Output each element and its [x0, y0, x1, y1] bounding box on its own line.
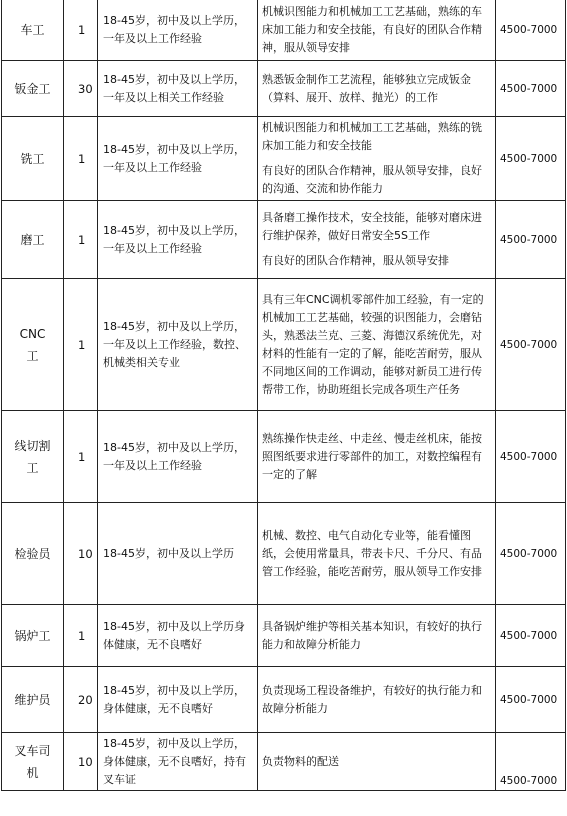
position-name-cell: 铣工: [2, 117, 64, 201]
position-name-cell: 检验员: [2, 503, 64, 605]
requirements-cell: [98, 411, 258, 503]
position-name-cell: 叉车司机: [2, 733, 64, 791]
headcount-cell: 30: [64, 61, 98, 117]
requirement-text: 一年及以上工作经验，数控、机械类相关专业: [103, 337, 246, 369]
table-row: [2, 61, 566, 117]
requirement-text: 18-45岁，初中及以上学历，: [103, 736, 245, 750]
headcount-cell: 1: [64, 279, 98, 411]
requirements-cell: [98, 279, 258, 411]
duties-cell: [258, 733, 496, 791]
duties-cell: [258, 503, 496, 605]
requirements-cell: [98, 0, 258, 61]
requirement-text: 18-45岁，初中及以上学历，: [103, 142, 245, 156]
duties-cell: [258, 0, 496, 61]
requirements-cell: [98, 61, 258, 117]
requirement-text: 18-45岁，初中及以上学历，: [103, 683, 245, 697]
table-row: [2, 0, 566, 61]
duty-text: 有良好的团队合作精神，服从领导安排: [262, 254, 449, 267]
table-row: [2, 411, 566, 503]
requirement-text: 身体健康，无不良嗜好: [103, 701, 213, 715]
recruitment-table: [1, 0, 566, 791]
salary-cell: 4500-7000: [496, 279, 566, 411]
requirements-cell: [98, 117, 258, 201]
requirement-text: 一年及以上工作经验: [103, 458, 202, 472]
position-name-cell: 钣金工: [2, 61, 64, 117]
duties-cell: [258, 667, 496, 733]
salary-cell: 4500-7000: [496, 605, 566, 667]
requirement-text: 18-45岁，初中及以上学历，: [103, 72, 245, 86]
table-row: [2, 201, 566, 279]
salary-cell: 4500-7000: [496, 667, 566, 733]
duty-text: 机械识图能力和机械加工工艺基础，熟练的车床加工能力和安全技能，有良好的团队合作精神，服从领导安排: [262, 4, 482, 54]
position-name-cell: 磨工: [2, 201, 64, 279]
duty-text: 负责现场工程设备维护，有较好的执行能力和故障分析能力: [262, 683, 482, 715]
requirement-text: 一年及以上相关工作经验: [103, 90, 224, 104]
requirement-text: 18-45岁，初中及以上学历，: [103, 223, 245, 237]
table-row: [2, 503, 566, 605]
headcount-cell: 10: [64, 503, 98, 605]
recruitment-table-body: [2, 0, 566, 791]
salary-cell: 4500-7000: [496, 61, 566, 117]
requirements-cell: [98, 733, 258, 791]
duty-text: 具备磨工操作技术，安全技能，能够对磨床进行维护保养，做好日常安全5S工作: [262, 211, 482, 242]
position-name-cell: 线切割工: [2, 411, 64, 503]
duties-cell: [258, 411, 496, 503]
duty-text: 具备锅炉维护等相关基本知识，有较好的执行能力和故障分析能力: [262, 619, 482, 651]
requirement-text: 18-45岁，初中及以上学历，: [103, 440, 245, 454]
requirement-text: 18-45岁，初中及以上学历: [103, 546, 234, 560]
requirement-text: 一年及以上工作经验: [103, 160, 202, 174]
headcount-cell: 1: [64, 117, 98, 201]
duties-cell: [258, 61, 496, 117]
position-name-cell: 维护员: [2, 667, 64, 733]
requirements-cell: [98, 201, 258, 279]
salary-cell: 4500-7000: [496, 733, 566, 791]
headcount-cell: 1: [64, 0, 98, 61]
duty-text: 机械识图能力和机械加工工艺基础，熟练的铣床加工能力和安全技能: [262, 121, 482, 152]
salary-cell: 4500-7000: [496, 0, 566, 61]
salary-cell: 4500-7000: [496, 411, 566, 503]
table-row: [2, 117, 566, 201]
requirements-cell: [98, 503, 258, 605]
salary-cell: 4500-7000: [496, 503, 566, 605]
duties-cell: [258, 117, 496, 201]
position-name-cell: CNC工: [2, 279, 64, 411]
duty-text: 负责物料的配送: [262, 754, 339, 768]
duties-cell: [258, 201, 496, 279]
duty-text: 机械、数控、电气自动化专业等，能看懂图纸，会使用常量具，带表卡尺、千分尺、有品管工作经验，能吃苦耐劳，服从领导工作安排: [262, 528, 482, 578]
duties-cell: [258, 279, 496, 411]
duty-text: 熟练操作快走丝、中走丝、慢走丝机床，能按照图纸要求进行零部件的加工，对数控编程有一定的了解: [262, 431, 482, 481]
headcount-cell: 1: [64, 605, 98, 667]
headcount-cell: 20: [64, 667, 98, 733]
requirements-cell: [98, 605, 258, 667]
headcount-cell: 1: [64, 201, 98, 279]
position-name-cell: 锅炉工: [2, 605, 64, 667]
headcount-cell: 10: [64, 733, 98, 791]
duty-text: 具有三年CNC调机零部件加工经验，有一定的机械加工工艺基础，较强的识图能力，会磨钻头，熟悉法兰克、三菱、海德汉系统优先，对材料的性能有一定的了解，能吃苦耐劳，服从不同地区间的工作调动，能够对新员工进行传帮带工作，协助班组长完成各项生产任务: [262, 292, 484, 396]
table-row: [2, 733, 566, 791]
requirement-text: 身体健康，无不良嗜好，持有叉车证: [103, 754, 246, 786]
table-row: [2, 605, 566, 667]
duty-text: 有良好的团队合作精神，服从领导安排，良好的沟通、交流和协作能力: [262, 164, 482, 195]
requirement-text: 18-45岁，初中及以上学历，: [103, 319, 245, 333]
table-row: [2, 279, 566, 411]
requirements-cell: [98, 667, 258, 733]
requirement-text: 18-45岁，初中及以上学历身体健康，无不良嗜好: [103, 619, 245, 651]
requirement-text: 一年及以上工作经验: [103, 241, 202, 255]
table-row: [2, 667, 566, 733]
salary-cell: 4500-7000: [496, 117, 566, 201]
requirement-text: 一年及以上工作经验: [103, 31, 202, 45]
position-name-cell: 车工: [2, 0, 64, 61]
headcount-cell: 1: [64, 411, 98, 503]
duties-cell: [258, 605, 496, 667]
duty-text: 熟悉钣金制作工艺流程，能够独立完成钣金（算料、展开、放样、抛光）的工作: [262, 72, 471, 104]
salary-cell: 4500-7000: [496, 201, 566, 279]
requirement-text: 18-45岁，初中及以上学历，: [103, 13, 245, 27]
